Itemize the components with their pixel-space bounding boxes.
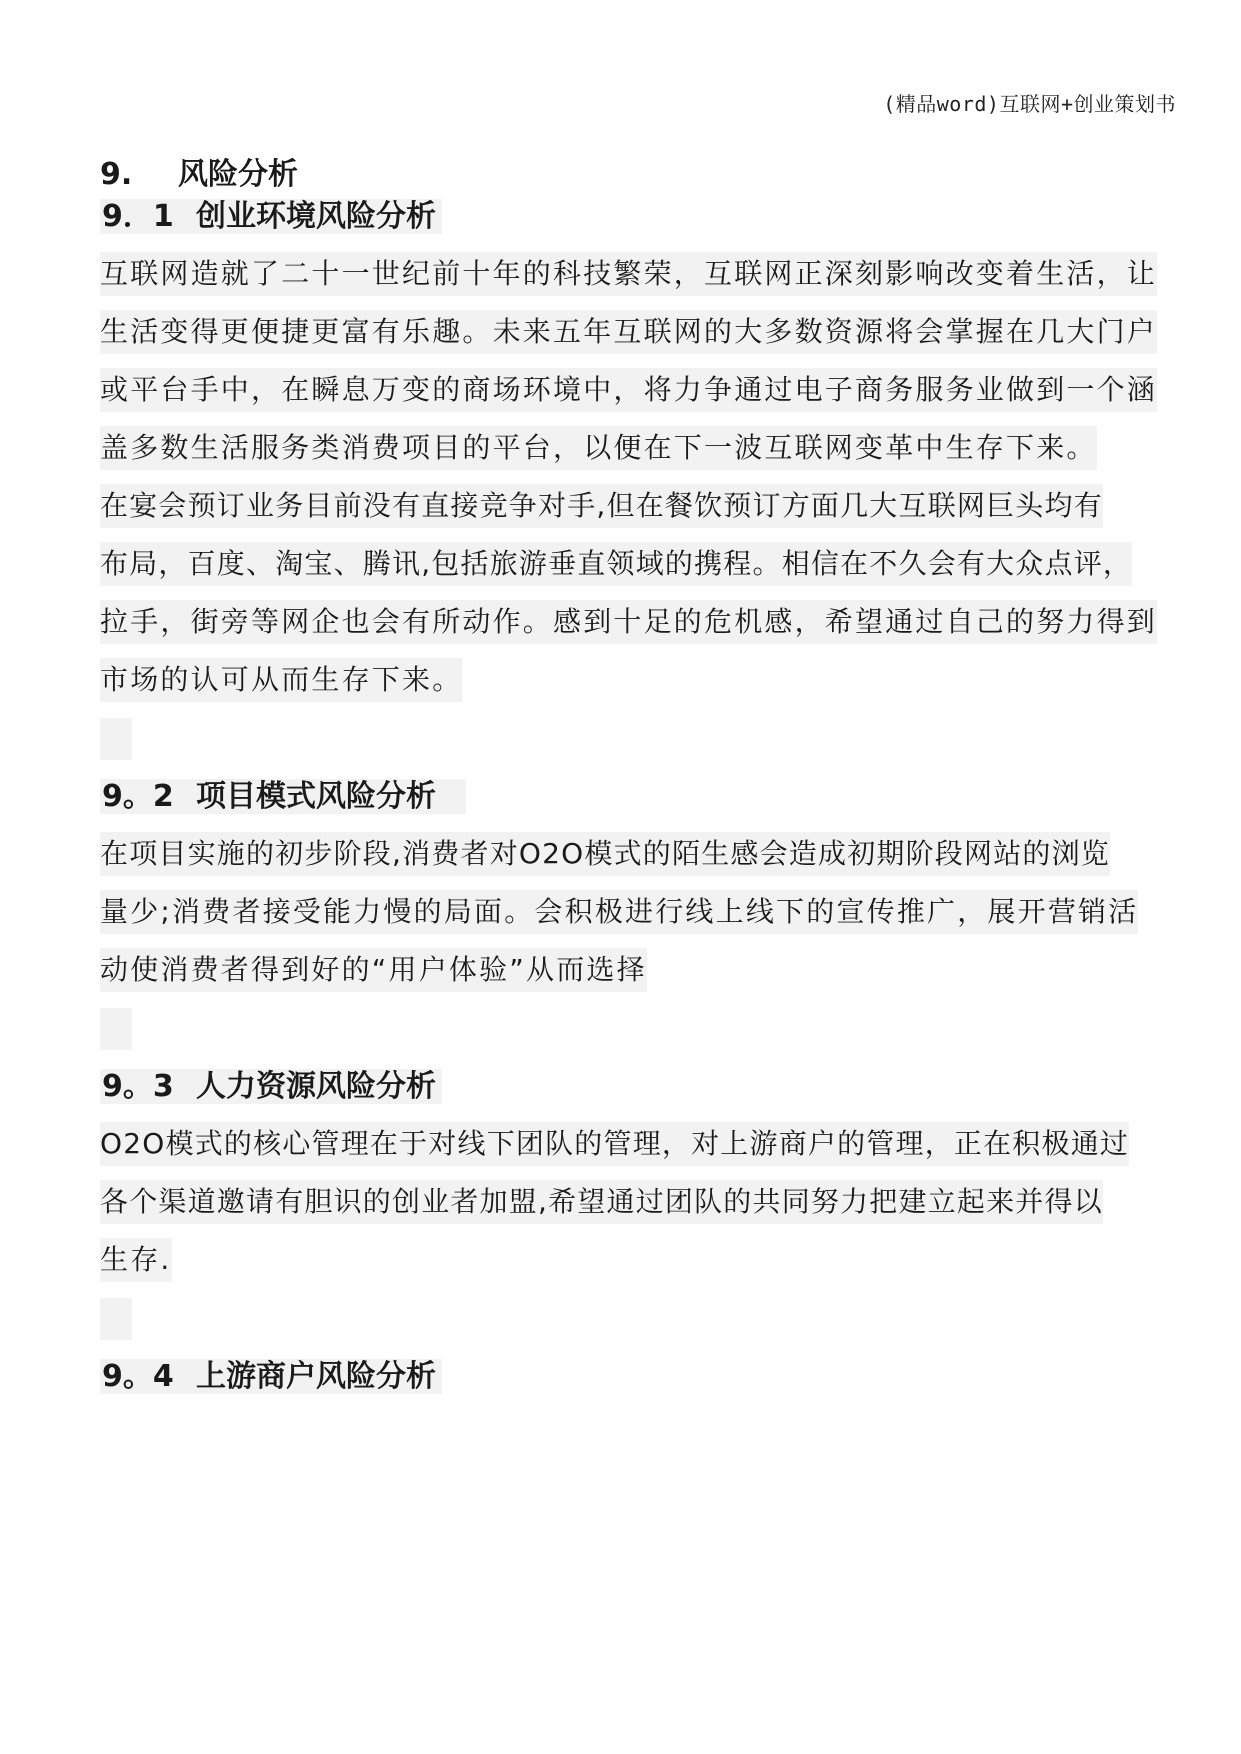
paragraph-line: 盖多数生活服务类消费项目的平台，以便在下一波互联网变革中生存下来。 xyxy=(100,426,1097,470)
subsection-title: 创业环境风险分析 xyxy=(196,199,436,234)
paragraph-line: 市场的认可从而生存下来。 xyxy=(100,658,462,702)
subsection-title: 人力资源风险分析 xyxy=(196,1069,436,1104)
section-number: 9. xyxy=(100,157,133,192)
subsection-number: 9．1 xyxy=(102,199,174,234)
subsection-number: 9。4 xyxy=(102,1359,174,1394)
subsection-number: 9。2 xyxy=(102,779,174,814)
paragraph-line: 动使消费者得到好的“用户体验”从而选择 xyxy=(100,948,647,992)
paragraph-line: 互联网造就了二十一世纪前十年的科技繁荣，互联网正深刻影响改变着生活，让 xyxy=(100,252,1157,296)
empty-paragraph xyxy=(100,1298,132,1340)
paragraph-line: 生存. xyxy=(100,1238,172,1282)
paragraph-line: O2O模式的核心管理在于对线下团队的管理，对上游商户的管理，正在积极通过 xyxy=(100,1122,1129,1166)
paragraph-line: 生活变得更便捷更富有乐趣。未来五年互联网的大多数资源将会掌握在几大门户 xyxy=(100,310,1157,354)
running-header: (精品word)互联网+创业策划书 xyxy=(883,92,1176,116)
section-heading xyxy=(100,155,298,195)
subsection-title: 项目模式风险分析 xyxy=(196,779,436,814)
paragraph-line: 各个渠道邀请有胆识的创业者加盟,希望通过团队的共同努力把建立起来并得以 xyxy=(100,1180,1103,1224)
paragraph-line: 在项目实施的初步阶段,消费者对O2O模式的陌生感会造成初期阶段网站的浏览 xyxy=(100,832,1110,876)
subsection-heading-9-3 xyxy=(100,1067,442,1107)
paragraph-line: 在宴会预订业务目前没有直接竞争对手,但在餐饮预订方面几大互联网巨头均有 xyxy=(100,484,1103,528)
subsection-heading-9-2 xyxy=(100,777,466,817)
paragraph-line: 布局，百度、淘宝、腾讯,包括旅游垂直领域的携程。相信在不久会有大众点评， xyxy=(100,542,1132,586)
section-title: 风险分析 xyxy=(178,157,298,192)
paragraph-line: 量少;消费者接受能力慢的局面。会积极进行线上线下的宣传推广，展开营销活 xyxy=(100,890,1138,934)
subsection-heading-9-1 xyxy=(100,197,442,237)
subsection-number: 9。3 xyxy=(102,1069,174,1104)
subsection-heading-9-4 xyxy=(100,1357,442,1397)
empty-paragraph xyxy=(100,1008,132,1050)
empty-paragraph xyxy=(100,718,132,760)
paragraph-line: 拉手，街旁等网企也会有所动作。感到十足的危机感，希望通过自己的努力得到 xyxy=(100,600,1157,644)
subsection-title: 上游商户风险分析 xyxy=(196,1359,436,1394)
paragraph-line: 或平台手中，在瞬息万变的商场环境中，将力争通过电子商务服务业做到一个涵 xyxy=(100,368,1157,412)
